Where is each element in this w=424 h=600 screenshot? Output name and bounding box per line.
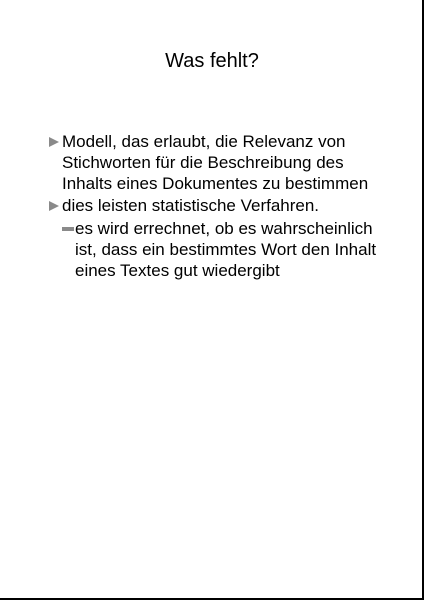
bullet-text: Modell, das erlaubt, die Relevanz von Stichworten für die Beschreibung des Inhalts eines Dokumentes zu bestimmen (62, 132, 369, 193)
sub-bullet-item (62, 218, 388, 281)
triangle-right-icon (49, 201, 59, 211)
dash-icon (62, 227, 74, 231)
bullet-item (48, 131, 388, 194)
bullet-item (48, 195, 388, 281)
sub-bullet-list (62, 218, 388, 281)
triangle-right-icon (49, 137, 59, 147)
bullet-text: dies leisten statistische Verfahren. (62, 196, 320, 215)
slide-title: Was fehlt? (165, 50, 259, 72)
sub-bullet-text: es wird errechnet, ob es wahrscheinlich ist, dass ein bestimmtes Wort den Inhalt eines Textes gut wiedergibt (75, 219, 377, 280)
bullet-list (48, 131, 388, 282)
